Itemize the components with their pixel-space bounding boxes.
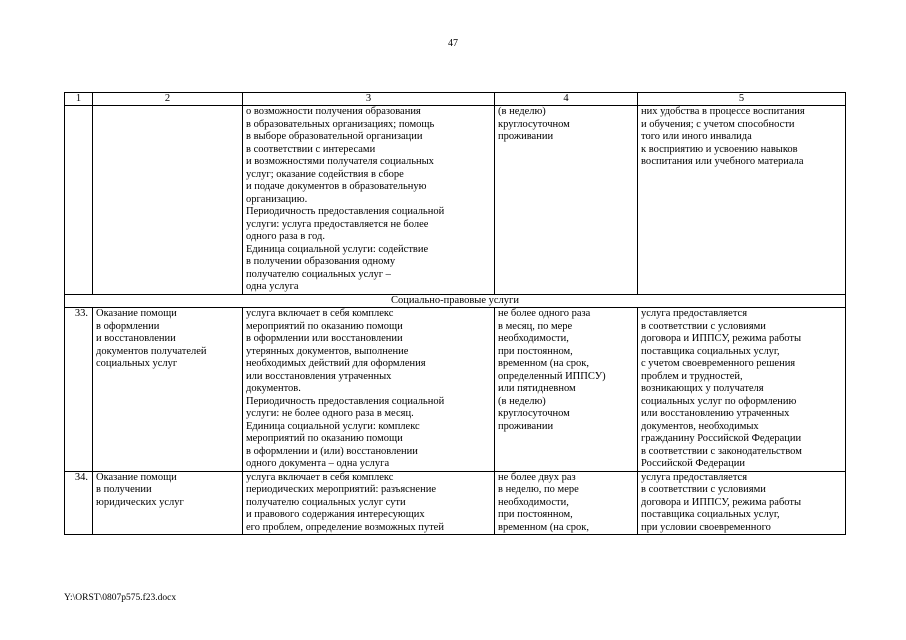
header-cell-5: 5 [638, 93, 846, 106]
section-row [65, 294, 846, 308]
table-row-continued [65, 106, 846, 295]
table-row [65, 308, 846, 472]
section-title: Социально-правовые услуги [65, 294, 846, 308]
file-path-footer: Y:\ORST\0807p575.f23.docx [64, 593, 177, 603]
table-header-row [65, 93, 846, 106]
cell-num: 33. [65, 308, 93, 472]
table-row [65, 471, 846, 535]
cell-description: о возможности получения образования в образовательных организациях; помощь в выборе образовательной организации в соответствии с интересами и возможностями получателя социальных услуг; оказание содействия в сборе и подаче документов в образовательную организацию. Периодичность предоставления социальной услуги: услуга предоставляется не более одного раза в год. Единица социальной услуги: содействие в получении образования одному получателю социальных услуг – одна услуга [243, 106, 495, 295]
cell-conditions: них удобства в процессе воспитания и обучения; с учетом способности того или иного инвалида к восприятию и усвоению навыков воспитания или учебного материала [638, 106, 846, 295]
header-cell-4: 4 [495, 93, 638, 106]
header-cell-2: 2 [93, 93, 243, 106]
cell-frequency: (в неделю) круглосуточном проживании [495, 106, 638, 295]
cell-conditions: услуга предоставляется в соответствии с условиями договора и ИППСУ, режима работы поставщика социальных услуг, с учетом своевременного решения проблем и трудностей, возникающих у получателя социальных услуг по оформлению или восстановлению утраченных документов, необходимых гражданину Российской Федерации в соответствии с законодательством Российской Федерации [638, 308, 846, 472]
page-number: 47 [448, 38, 458, 49]
header-cell-3: 3 [243, 93, 495, 106]
cell-num: 34. [65, 471, 93, 535]
cell-frequency: не более одного раза в месяц, по мере необходимости, при постоянном, временном (на срок, определенный ИППСУ) или пятидневном (в неделю) круглосуточном проживании [495, 308, 638, 472]
cell-description: услуга включает в себя комплекс мероприятий по оказанию помощи в оформлении или восстановлении утерянных документов, выполнение необходимых действий для оформления или восстановления утраченных документов. Периодичность предоставления социальной услуги: не более одного раза в месяц. Единица социальной услуги: комплекс мероприятий по оказанию помощи в оформлении и (или) восстановлении одного документа – одна услуга [243, 308, 495, 472]
cell-num [65, 106, 93, 295]
cell-name: Оказание помощи в оформлении и восстановлении документов получателей социальных услуг [93, 308, 243, 472]
cell-name [93, 106, 243, 295]
services-table [64, 92, 846, 535]
cell-frequency: не более двух раз в неделю, по мере необходимости, при постоянном, временном (на срок, [495, 471, 638, 535]
cell-conditions: услуга предоставляется в соответствии с условиями договора и ИППСУ, режима работы поставщика социальных услуг, при условии своевременного [638, 471, 846, 535]
cell-name: Оказание помощи в получении юридических услуг [93, 471, 243, 535]
header-cell-1: 1 [65, 93, 93, 106]
cell-description: услуга включает в себя комплекс периодических мероприятий: разъяснение получателю социальных услуг сути и правового содержания интересующих его проблем, определение возможных путей [243, 471, 495, 535]
